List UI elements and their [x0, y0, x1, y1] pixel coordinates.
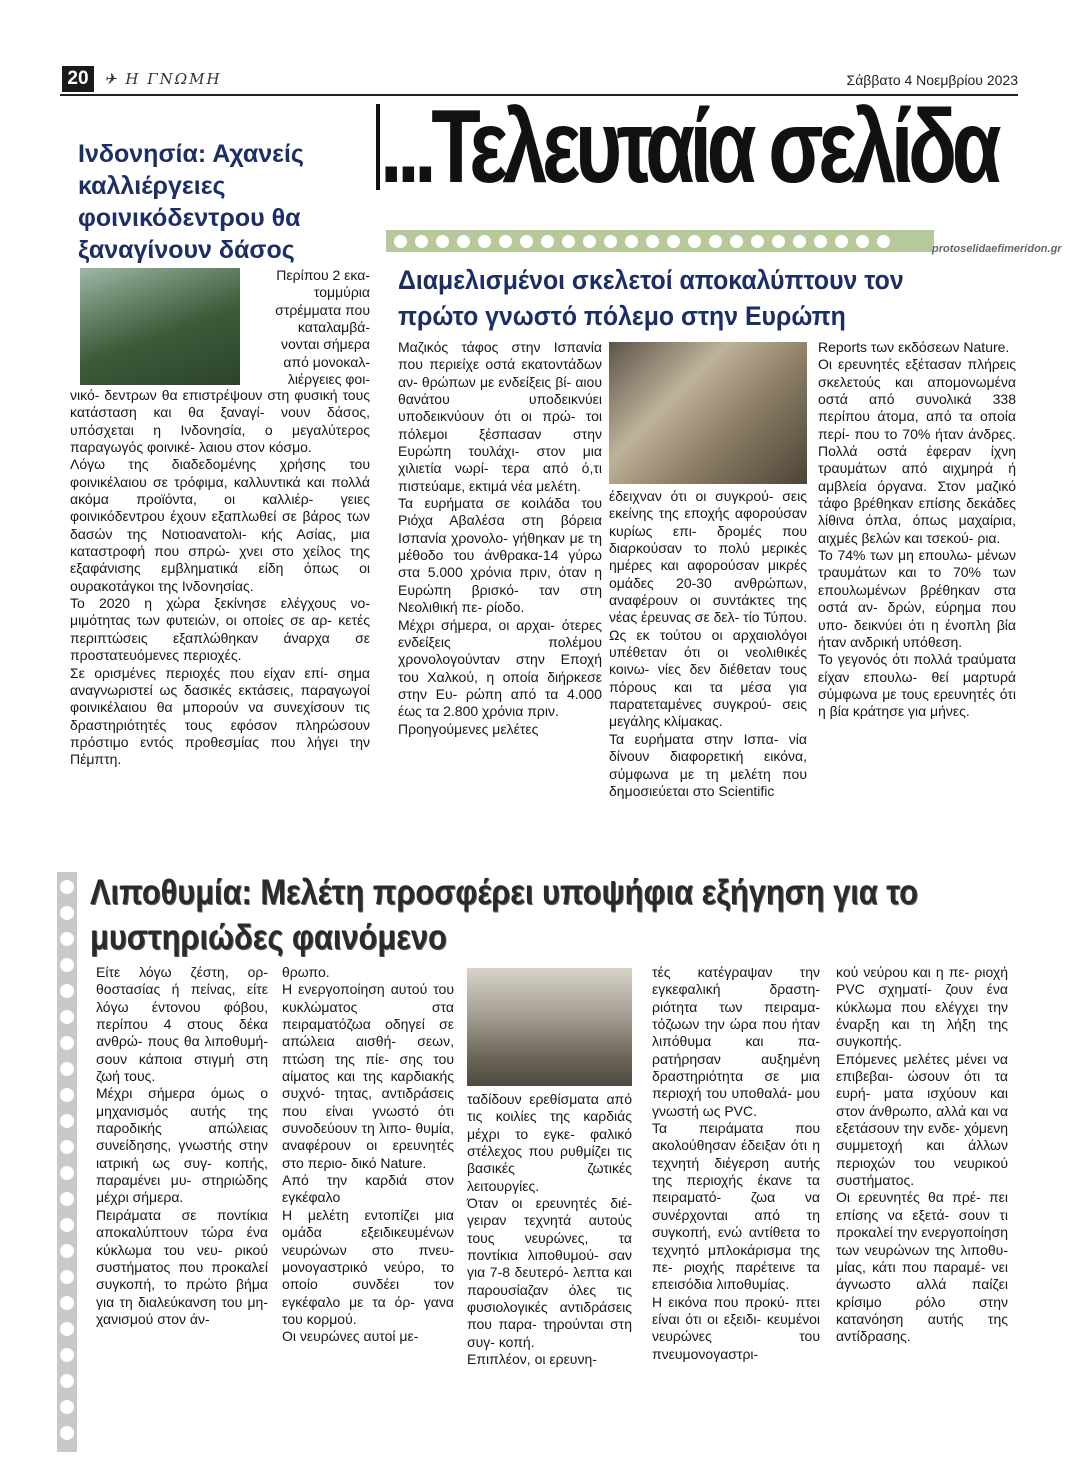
article3-column-2: θρωπο. Η ενεργοποίηση αυτού του κυκλώματος στα πειραματόζωα οδηγεί σε απώλεια αισθή- σεων, πτώση της πίε- σης του αίματος και της καρδιακής συχνό- τητας, αντιδράσεις που είναι γνωστό ότι συνοδεύουν τη λιπο- θυμία, αναφέρουν οι ερευνητές στο περιο- δικό Nature. Από την καρδιά στον εγκέφαλο Η μελέτη εντοπίζει μια ομάδα εξειδικευμένων νευρώνων στο πνευ- μονογαστρικό νεύρο, το οποίο συνδέει τον εγκέφαλο με τα όρ- γανα του κορμού. Οι νευρώνες αυτοί με- — [282, 964, 454, 1345]
article1-photo — [80, 268, 240, 385]
article1-body: νικό- δεντρων θα επιστρέψουν στη φυσική τους κατάσταση και θα ξαναγί- νουν δάσος, υπόσχεται η Ινδονησία, ο μεγαλύτερος παραγωγός φοινικέ- λαιου στον κόσμο. Λόγω της διαδεδομένης χρήσης του φοινικέλαιου σε τρόφιμα, καλλυντικά και πολλά ακόμα προϊόντα, οι καλλιέρ- γειες φοινικόδεντρου έχουν εξαπλωθεί σε βάρος των δασών της Νοτιοανατολι- κής Ασίας, μια καταστροφή που σπρώ- χνει στο χείλος της εξαφάνισης εμβληματικά είδη όπως οι ουρακοτάγκοι της Ινδονησίας. Το 2020 η χώρα ξεκίνησε ελέγχους νο- μιμότητας των φυτειών, οι οποίες σε αρ- κετές περιπτώσεις εξαπλώθηκαν άναρχα σε προστατευόμενες περιοχές. Σε ορισμένες περιοχές που είχαν επί- σημα αναγνωριστεί ως δασικές εκτάσεις, παραγωγοί φοινικέλαιου θα μπορούν να συνεχίσουν τις δραστηριότητές τους εφόσον πληρώσουν πρόστιμο εντός προθεσμίας που λήγει την Πέμπτη. — [70, 387, 370, 768]
source-credit: protoselidaefimeridon.gr — [932, 243, 1062, 255]
article3-column-3: ταδίδουν ερεθίσματα από τις κοιλίες της καρδιάς μέχρι το εγκε- φαλικό στέλεχος που ρυθμίζει τις βασικές ζωτικές λειτουργίες. Όταν οι ερευνητές διέ- γειραν τεχνητά αυτούς τους νευρώνες, τα ποντίκια λιποθυμού- σαν για 7-8 δευτερό- λεπτα και παρουσίαζαν όλες τις φυσιολογικές αντιδράσεις που παρα- τηρούνται στη συγ- κοπή. Επιπλέον, οι ερευνη- — [467, 1091, 632, 1368]
article3-column-4: τές κατέγραψαν την εγκεφαλική δραστη- ριότητα των πειραμα- τόζωων την ώρα που ήταν λιπόθυμα και πα- ρατήρησαν αυξημένη δραστηριότητα σε μια περιοχή του υποθαλά- μου γνωστή ως PVC. Τα πειράματα που ακολούθησαν έδειξαν ότι η τεχνητή διέγερση αυτής της περιοχής έκανε τα πειραματό- ζωα να συνέρχονται από τη συγκοπή, ενώ αντίθετα το τεχνητό μπλοκάρισμα της πε- ριοχής παρέτεινε τα επεισόδια λιποθυμίας. Η εικόνα που προκύ- πτει είναι ότι οι εξειδι- κευμένοι νευρώνες του πνευμονογαστρι- — [652, 964, 820, 1362]
article3-illustration — [467, 968, 632, 1086]
article3-column-1: Είτε λόγω ζέστη, ορ- θοστασίας ή πείνας, είτε λόγω έντονου φόβου, περίπου 4 στους δέκα ανθρώ- πους θα λιποθυμή- σουν κάποια στιγμή στη ζωή τους. Μέχρι σήμερα όμως ο μηχανισμός αυτής της παροδικής απώλειας συνείδησης, γνωστής στην ιατρική ως συγ- κοπής, παραμένει μυ- στηριώδης μέχρι σήμερα. Πειράματα σε ποντίκια αποκαλύπτουν τώρα ένα κύκλωμα του νευ- ρικού συστήματος που προκαλεί συγκοπή, το πρώτο βήμα για τη διαλεύκανση του μη- χανισμού στον άν- — [96, 964, 268, 1327]
article2-column-2: έδειχναν ότι οι συγκρού- σεις εκείνης της εποχής αφορούσαν κυρίως επι- δρομές που διαρκούσαν το πολύ μερικές ημέρες και αφορούσαν μικρές ομάδες 20-30 ανθρώπων, αναφέρουν οι συντάκτες της νέας έρευνας σε δελ- τίο Τύπου. Ως εκ τούτου οι αρχαιολόγοι υπέθεταν ότι οι νεολιθικές κοινω- νίες δεν διέθεταν τους πόρους και τα μέσα για παρατεταμένες συγκρού- σεις μεγάλης κλίμακας. Τα ευρήματα στην Ισπα- νία δίνουν διαφορετική εικόνα, σύμφωνα με τη μελέτη που δημοσιεύεται στο Scientific — [609, 488, 808, 799]
article3-column-5: κού νεύρου και η πε- ριοχή PVC σχηματί- ζουν ένα κύκλωμα που ελέγχει την έναρξη και τη λήξη της συγκοπής. Επόμενες μελέτες μένει να επιβεβαι- ώσουν ότι τα ευρή- ματα ισχύουν και στον άνθρωπο, αλλά και να εξετάσουν την ενδε- χόμενη συμμετοχή και άλλων περιοχών του νευρικού συστήματος. Οι ερευνητές θα πρέ- πει επίσης να εξετά- σουν τι προκαλεί την ενεργοποίηση των νευρώνων της λιποθυ- μίας, κάτι που παραμέ- νει άγνωστο αλλά παίζει κρίσιμο ρόλο στην κατανόηση αυτής της αντίδρασης. — [836, 964, 1008, 1345]
page-number: 20 — [62, 66, 94, 92]
section-title: ...Τελευταία σελίδα — [380, 89, 997, 205]
issue-date: Σάββατο 4 Νοεμβρίου 2023 — [846, 72, 1018, 88]
article2-photo — [609, 342, 807, 484]
article1-intro: Περίπου 2 εκα- τομμύρια στρέμματα που καταλαμβά- νονται σήμερα από μονοκαλ- λιέργειες φοι- — [275, 267, 370, 388]
decorative-strip — [57, 872, 77, 1452]
article2-column-3: Reports των εκδόσεων Nature. Οι ερευνητές εξέτασαν πλήρεις σκελετούς και απομονωμένα οστά από συνολικά 338 περίπου άτομα, από τα οποία περί- που το 70% ήταν άνδρες. Πολλά οστά έφεραν ίχνη τραυμάτων από αιχμηρά ή αμβλεία όργανα. Στον μαζικό τάφο βρέθηκαν επίσης δεκάδες λίθινα όπλα, όπως μαχαίρια, αιχμές βελών και τσεκού- ρια. Το 74% των μη επουλω- μένων τραυμάτων και το 70% των επουλωμένων βρέθηκαν στα οστά αν- δρών, εύρημα που υπο- δεικνύει ότι η ένοπλη βία ήταν ανδρική υπόθεση. Το γεγονός ότι πολλά τραύματα είχαν επουλω- θεί μαρτυρά σύμφωνα με τους ερευνητές ότι η βία κράτησε για μήνες. — [818, 339, 1016, 720]
dots-bar — [386, 230, 934, 252]
article2-column-1: Μαζικός τάφος στην Ισπανία που περιείχε οστά εκατοντάδων αν- θρώπων με ενδείξεις βί- αιου θανάτου υποδεικνύει υποδεικνύουν ότι οι πρώ- τοι πόλεμοι ξέσπασαν στην Ευρώπη τουλάχι- στον μια χιλιετία νωρί- τερα από ό,τι πιστεύαμε, εκτιμά νέα μελέτη. Τα ευρήματα σε κοιλάδα του Ριόχα Αβαλέσα στη βόρεια Ισπανία χρονολο- γήθηκαν με τη μέθοδο του άνθρακα-14 γύρω στα 5.000 χρόνια πριν, όταν η Ευρώπη βρισκό- ταν στη Νεολιθική πε- ρίοδο. Μέχρι σήμερα, οι αρχαι- ότερες ενδείξεις πολέμου χρονολογούνταν στην Εποχή του Χαλκού, η οποία διήρκεσε στην Ευ- ρώπη από τα 4.000 έως τα 2.800 χρόνια πριν. Προηγούμενες μελέτες — [398, 339, 602, 737]
bird-icon: ✈ — [104, 70, 119, 88]
logo-text: Η ΓΝΩΜΗ — [125, 70, 222, 88]
article3-headline: Λιποθυμία: Μελέτη προσφέρει υποψήφια εξήγηση για το μυστηριώδες φαινόμενο — [90, 873, 918, 957]
article2-headline: Διαμελισμένοι σκελετοί αποκαλύπτουν τον πρώτο γνωστό πόλεμο στην Ευρώπη — [398, 265, 904, 331]
article1-headline: Ινδονησία: Αχανείς καλλιέργειες φοινικόδεντρου θα ξαναγίνουν δάσος — [78, 140, 304, 264]
newspaper-logo — [104, 70, 254, 88]
